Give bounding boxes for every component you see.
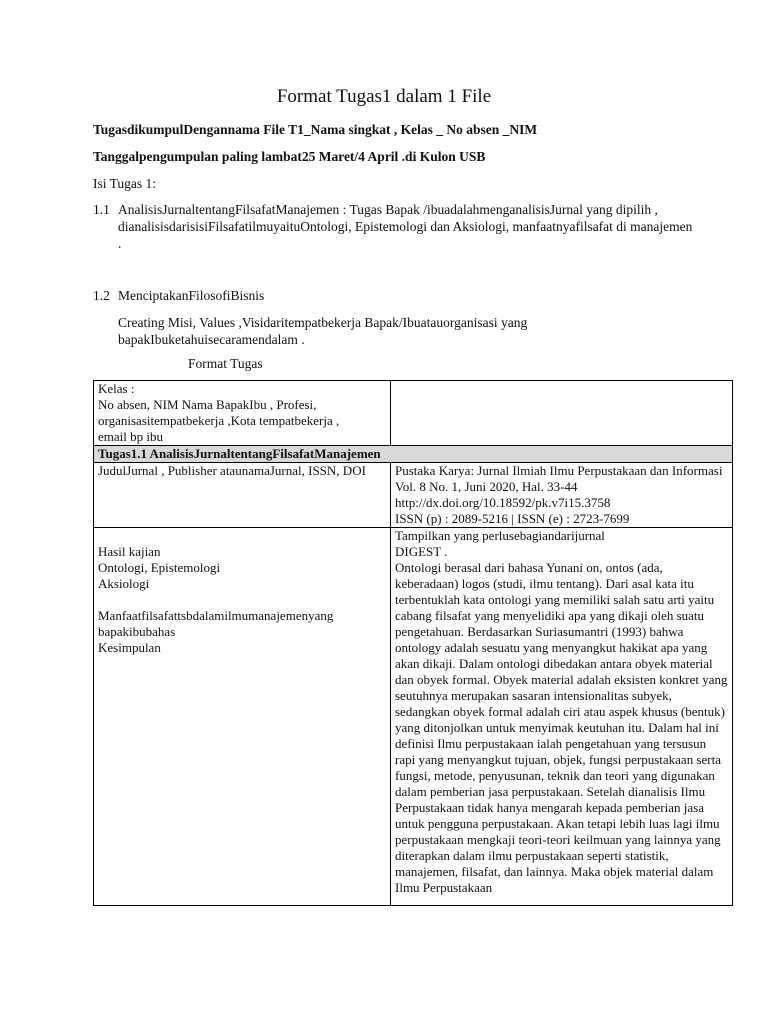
task-item-1-2-description: Creating Misi, Values ,Visidaritempatbekerja Bapak/Ibuatauorganisasi yang bapakIbuketahuisecaramendalam . (118, 315, 528, 347)
submission-instructions: TugasdikumpulDengannama File T1_Nama singkat , Kelas _ No absen _NIM (93, 122, 538, 137)
student-info-value-cell (391, 381, 733, 446)
cell-line: Kelas : (98, 381, 135, 396)
cell-line: DIGEST . (395, 544, 448, 559)
cell-line: http://dx.doi.org/10.18592/pk.v7i15.3758 (395, 495, 611, 510)
analysis-content-cell (391, 528, 733, 906)
cell-line: email bp ibu (98, 429, 163, 444)
analysis-label-cell (94, 528, 391, 906)
deadline-instructions: Tanggalpengumpulan paling lambat25 Maret/4 April .di Kulon USB (93, 149, 486, 164)
table-row (94, 446, 733, 463)
cell-spacer (98, 528, 386, 544)
task-contents-heading: Isi Tugas 1: (93, 176, 157, 191)
digest-paragraph: Ontologi berasal dari bahasa Yunani on, ontos (ada, keberadaan) logos (studi, ilmu tentang). Dari asal kata itu terbentuklah kata ontologi yang memiliki salah satu arti yaitu cabang filsafat yang menyelidiki apa yang dikaji oleh suatu pengetahuan. Berdasarkan Suriasumantri (1993) bahwa ontology adalah sesuatu yang menyangkut hakikat apa yang akan dikaji. Dalam ontologi dibedakan antara obyek material dan obyek formal. Obyek material adalah eksisten konkret yang seutuhnya merupakan sasaran intensionalitas subyek, sedangkan obyek formal adalah ciri atau aspek khusus (bentuk) yang ditonjolkan untuk menyimak keutuhan itu. Dalam hal ini definisi Ilmu perpustakaan ialah pengetahuan yang tersusun rapi yang menyangkut tujuan, objek, fungsi perpustakaan serta fungsi, metode, penyusunan, teknik dan teori yang digunakan dalam pemberian jasa perpustakaan. Setelah dianalisis Ilmu Perpustakaan tidak hanya mengarah kepada pemberian jasa untuk pengguna perpustakaan. Akan tetapi lebih luas lagi ilmu perpustakaan mengkaji teori-teori keilmuan yang lainnya yang diterapkan dalam ilmu perpustakaan seperti statistik, manajemen, filsafat, dan lainnya. Maka objek material dalam Ilmu Perpustakaan (395, 560, 728, 895)
table-row (94, 463, 733, 528)
format-label: Format Tugas (188, 356, 263, 371)
task-item-text: MenciptakanFilosofiBisnis (118, 288, 265, 303)
document-title: Format Tugas1 dalam 1 File (276, 86, 492, 107)
cell-line: No absen, NIM Nama BapakIbu , Profesi, (98, 397, 317, 412)
cell-line: Vol. 8 No. 1, Juni 2020, Hal. 33-44 (395, 479, 578, 494)
task-item-1-2 (93, 287, 693, 304)
task-item-1-1 (93, 201, 693, 252)
journal-label-cell: JudulJurnal , Publisher ataunamaJurnal, ISSN, DOI (94, 463, 391, 528)
task-item-number: 1.2 (93, 288, 110, 303)
cell-line: Aksiologi (98, 576, 150, 591)
student-info-cell (94, 381, 391, 446)
cell-line: Tampilkan yang perlusebagiandarijurnal (395, 528, 605, 543)
cell-line: Manfaatfilsafattsbdalamilmumanajemenyang bapakibubahas (98, 608, 334, 639)
cell-spacer (98, 592, 386, 608)
task-item-number: 1.1 (93, 202, 110, 217)
task-format-table (93, 380, 733, 906)
cell-line: ISSN (p) : 2089-5216 | ISSN (e) : 2723-7699 (395, 511, 630, 526)
cell-line: organisasitempatbekerja ,Kota tempatbekerja , (98, 413, 340, 428)
section-header-cell: Tugas1.1 AnalisisJurnaltentangFilsafatManajemen (94, 446, 733, 463)
task-item-text: AnalisisJurnaltentangFilsafatManajemen : Tugas Bapak /ibuadalahmenganalisisJurnal yang dipilih , dianalisisdarisisiFilsafatilmuyaituOntologi, Epistemologi dan Aksiologi, manfaatnyafilsafat di manajemen . (118, 202, 693, 251)
cell-line: Hasil kajian (98, 544, 161, 559)
table-row (94, 528, 733, 906)
cell-line: Pustaka Karya: Jurnal Ilmiah Ilmu Perpustakaan dan Informasi (395, 463, 723, 478)
cell-line: Ontologi, Epistemologi (98, 560, 221, 575)
journal-info-cell (391, 463, 733, 528)
cell-line: Kesimpulan (98, 640, 161, 655)
table-row (94, 381, 733, 446)
